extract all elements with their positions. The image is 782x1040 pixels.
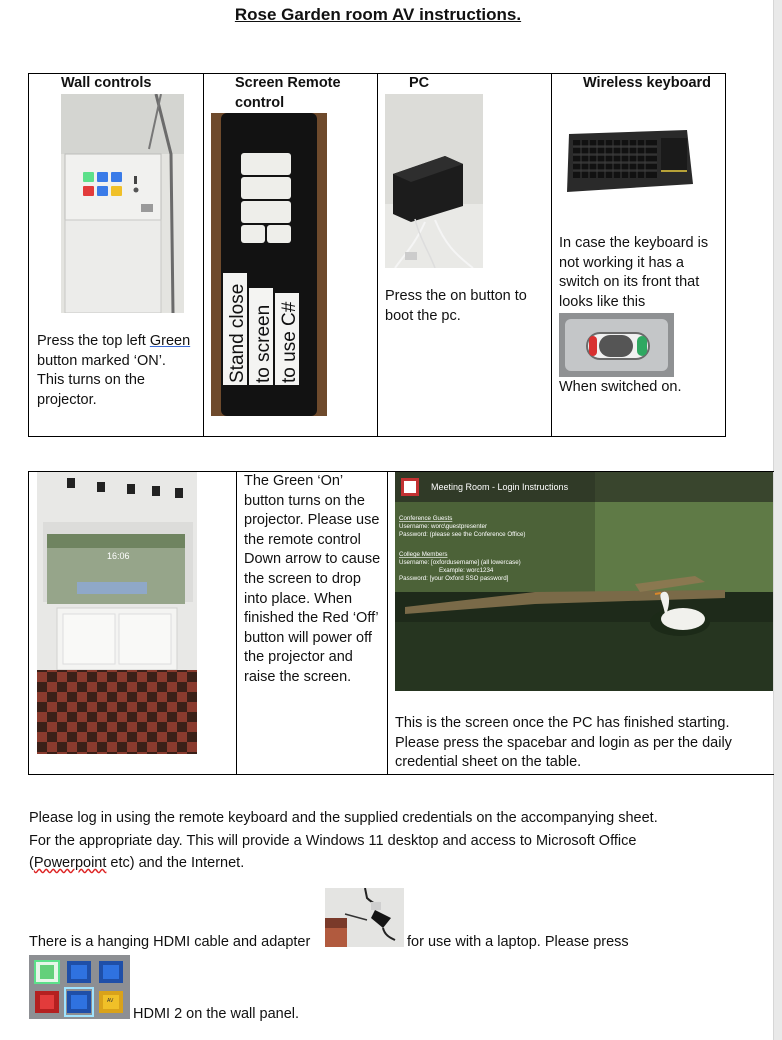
login-guests-pass: Password: (please see the Conference Office) xyxy=(399,531,526,538)
keyboard-switch-photo xyxy=(559,313,674,377)
wall-controls-text: Press the top left Green button marked ‘ON’. This turns on the projector. xyxy=(37,333,191,408)
login-members-example: Example: worc1234 xyxy=(439,567,494,574)
keyboard-text-switched-on: When switched on. xyxy=(559,379,682,395)
keyboard-text: In case the keyboard is not working it has a switch on its front that looks like this xyxy=(559,235,709,310)
projector-clock: 16:06 xyxy=(107,551,130,561)
login-members-pass: Password: [your Oxford SSO password] xyxy=(399,575,509,582)
screen-remote-photo xyxy=(211,113,327,416)
hdmi-cable-photo xyxy=(325,888,404,947)
wall-panel-hdmi2-photo xyxy=(29,955,130,1019)
hdmi-text-end: for use with a laptop. Please press xyxy=(407,934,629,950)
remote-label-line-2: to screen xyxy=(253,304,274,383)
page-title: Rose Garden room AV instructions. xyxy=(234,5,522,24)
pc-text: Press the on button to boot the pc. xyxy=(385,288,527,324)
login-members-user: Username: [oxfordusername] (all lowercase) xyxy=(399,559,521,566)
wall-panel-av-label: AV xyxy=(107,998,114,1004)
login-paragraph-line-2: For the appropriate day. This will provide a Windows 11 desktop and access to Microsoft Office xyxy=(29,833,637,849)
projector-instructions-text: The Green ‘On’ button turns on the projector. Please use the remote control Down arrow to cause the screen to drop into place. When finished the Red ‘Off’ button will power off the projector and raise the screen. xyxy=(244,473,381,685)
header-wireless-keyboard: Wireless keyboard xyxy=(583,75,712,91)
login-header: Meeting Room - Login Instructions xyxy=(431,482,569,492)
remote-label-line-3: to use C# xyxy=(279,301,300,383)
login-paragraph-line-3: (Powerpoint etc) and the Internet. xyxy=(29,855,245,871)
login-screen-photo xyxy=(395,472,773,691)
login-members-title: College Members xyxy=(399,551,448,558)
login-screen-caption: This is the screen once the PC has finished starting. Please press the spacebar and login as per the daily credential sheet on the table. xyxy=(395,715,732,771)
login-paragraph-line-1: Please log in using the remote keyboard and the supplied credentials on the accompanying sheet. xyxy=(29,810,658,826)
login-guests-title: Conference Guests xyxy=(399,515,453,522)
projector-room-photo xyxy=(37,472,197,754)
green-link[interactable]: Green xyxy=(149,333,191,349)
wireless-keyboard-photo xyxy=(563,126,695,204)
login-guests-user: Username: worc\guestpresenter xyxy=(399,523,488,530)
header-wall-controls: Wall controls xyxy=(61,75,152,91)
hdmi-instruction-end: HDMI 2 on the wall panel. xyxy=(133,1006,300,1022)
powerpoint-word: Powerpoint xyxy=(33,855,107,871)
hdmi-text-start: There is a hanging HDMI cable and adapter xyxy=(29,934,311,950)
header-screen-remote: Screen Remote control xyxy=(235,75,341,111)
vertical-scrollbar[interactable] xyxy=(773,0,782,1040)
wall-controls-photo xyxy=(61,94,184,313)
pc-photo xyxy=(385,94,483,268)
remote-label-line-1: Stand close xyxy=(227,283,248,383)
header-pc: PC xyxy=(409,75,430,91)
